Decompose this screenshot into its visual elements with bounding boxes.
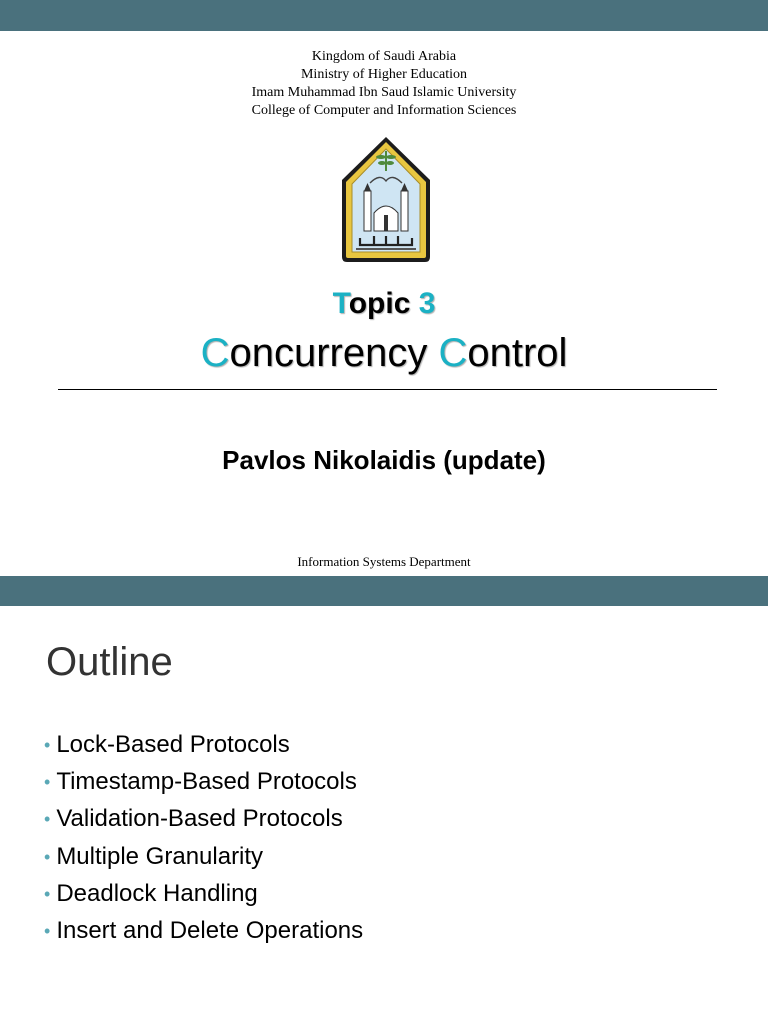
author-name: Pavlos Nikolaidis (update) [222, 445, 546, 475]
title-word-rest-2: ontrol [467, 331, 568, 375]
bullet-icon: • [44, 735, 51, 755]
institution-line: Kingdom of Saudi Arabia [311, 49, 457, 64]
department-name: Information Systems Department [297, 554, 471, 569]
page-title [0, 331, 768, 376]
institution-line: Imam Muhammad Ibn Saud Islamic University [251, 85, 517, 100]
list-item [44, 726, 363, 763]
bullet-icon: • [44, 920, 51, 941]
list-item-label: Timestamp-Based Protocols [56, 768, 357, 796]
list-item-label: Deadlock Handling [56, 879, 258, 907]
list-item [44, 763, 363, 800]
list-item-label: Validation-Based Protocols [56, 805, 343, 833]
list-item [44, 912, 363, 949]
list-item [44, 800, 363, 837]
outline-list [44, 726, 363, 949]
institution-line: College of Computer and Information Sciences [251, 103, 517, 118]
title-word-rest-1: oncurrency [229, 331, 428, 375]
slide-separator-band [0, 576, 768, 606]
topic-initial: T [332, 287, 349, 320]
outline-heading: Outline [46, 640, 173, 684]
list-item [44, 875, 363, 912]
bullet-icon: • [44, 846, 51, 867]
list-item-label: Multiple Granularity [56, 842, 264, 870]
bullet-icon: • [44, 883, 51, 904]
institution-line: Ministry of Higher Education [300, 67, 468, 82]
list-item [44, 838, 363, 875]
title-initial-1: C [200, 331, 230, 375]
topic-number: 3 [418, 287, 436, 320]
topic-heading [0, 287, 768, 321]
title-divider [58, 389, 717, 390]
topic-word-rest: opic [348, 287, 411, 320]
bullet-icon: • [44, 809, 51, 830]
institution-block [0, 48, 768, 120]
list-item-label: Lock-Based Protocols [56, 731, 290, 758]
university-emblem-icon [340, 135, 432, 265]
list-item-label: Insert and Delete Operations [56, 916, 364, 944]
header-band [0, 0, 768, 31]
bullet-icon: • [44, 772, 51, 793]
title-initial-2: C [438, 331, 468, 375]
